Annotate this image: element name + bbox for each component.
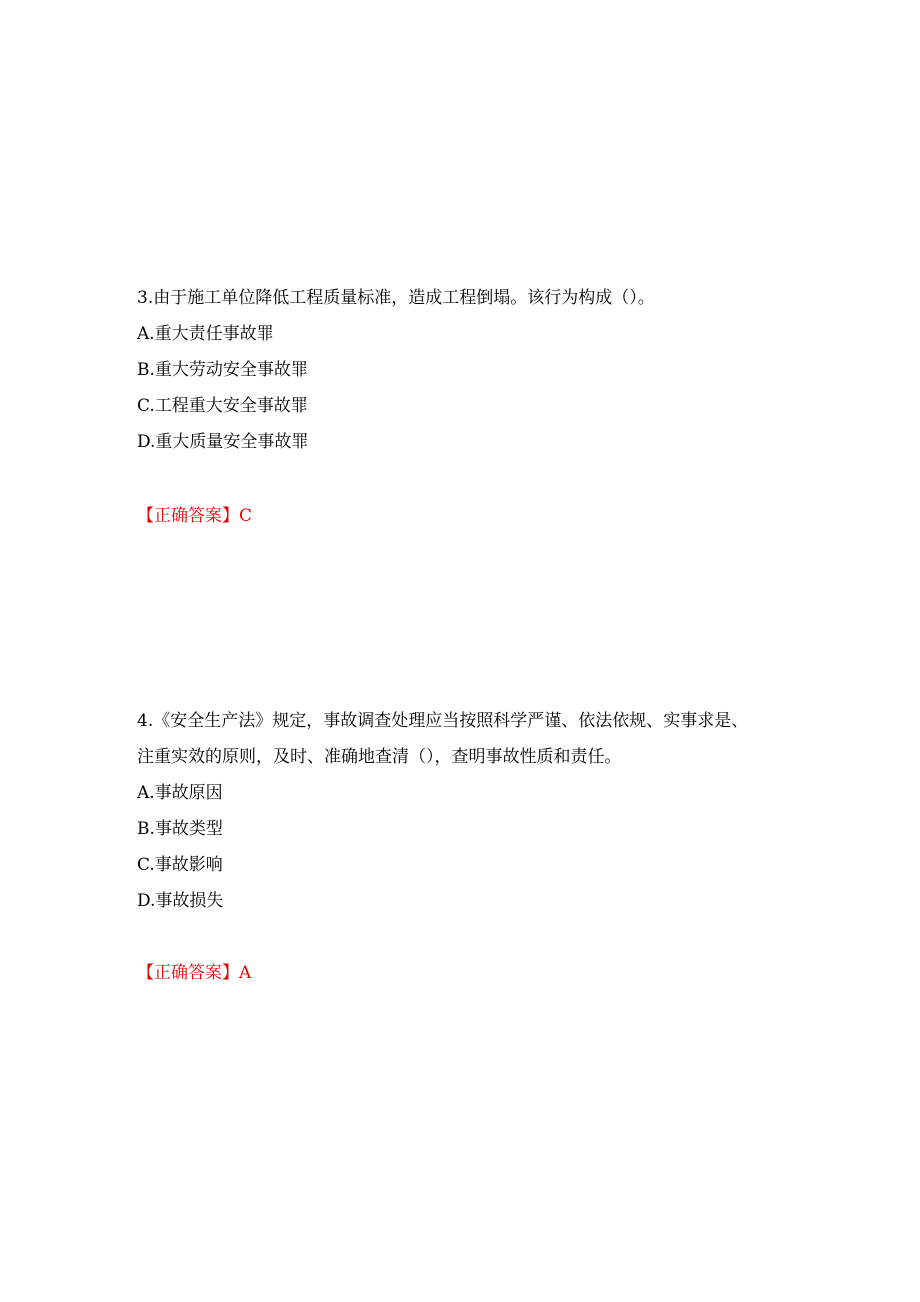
option-d: D.重大质量安全事故罪 (137, 432, 309, 452)
option-a: A.重大责任事故罪 (137, 324, 274, 344)
correct-answer (137, 962, 251, 984)
correct-answer-value: A (239, 963, 252, 983)
option-b: B.事故类型 (137, 819, 223, 839)
correct-answer-label: 【正确答案】 (137, 963, 239, 983)
question-stem-line: 注重实效的原则，及时、准确地查清（），查明事故性质和责任。 (137, 747, 622, 767)
question-stem-line: 4.《安全生产法》规定，事故调查处理应当按照科学严谨、依法依规、实事求是、 (137, 711, 749, 731)
option-c: C.工程重大安全事故罪 (137, 396, 308, 416)
correct-answer-label: 【正确答案】 (137, 506, 239, 526)
question-stem-line: 3.由于施工单位降低工程质量标准，造成工程倒塌。该行为构成（）。 (137, 288, 655, 308)
correct-answer-value: C (239, 506, 253, 526)
option-a: A.事故原因 (137, 783, 223, 803)
option-d: D.事故损失 (137, 891, 224, 911)
option-b: B.重大劳动安全事故罪 (137, 360, 308, 380)
correct-answer (137, 505, 252, 527)
option-c: C.事故影响 (137, 855, 223, 875)
